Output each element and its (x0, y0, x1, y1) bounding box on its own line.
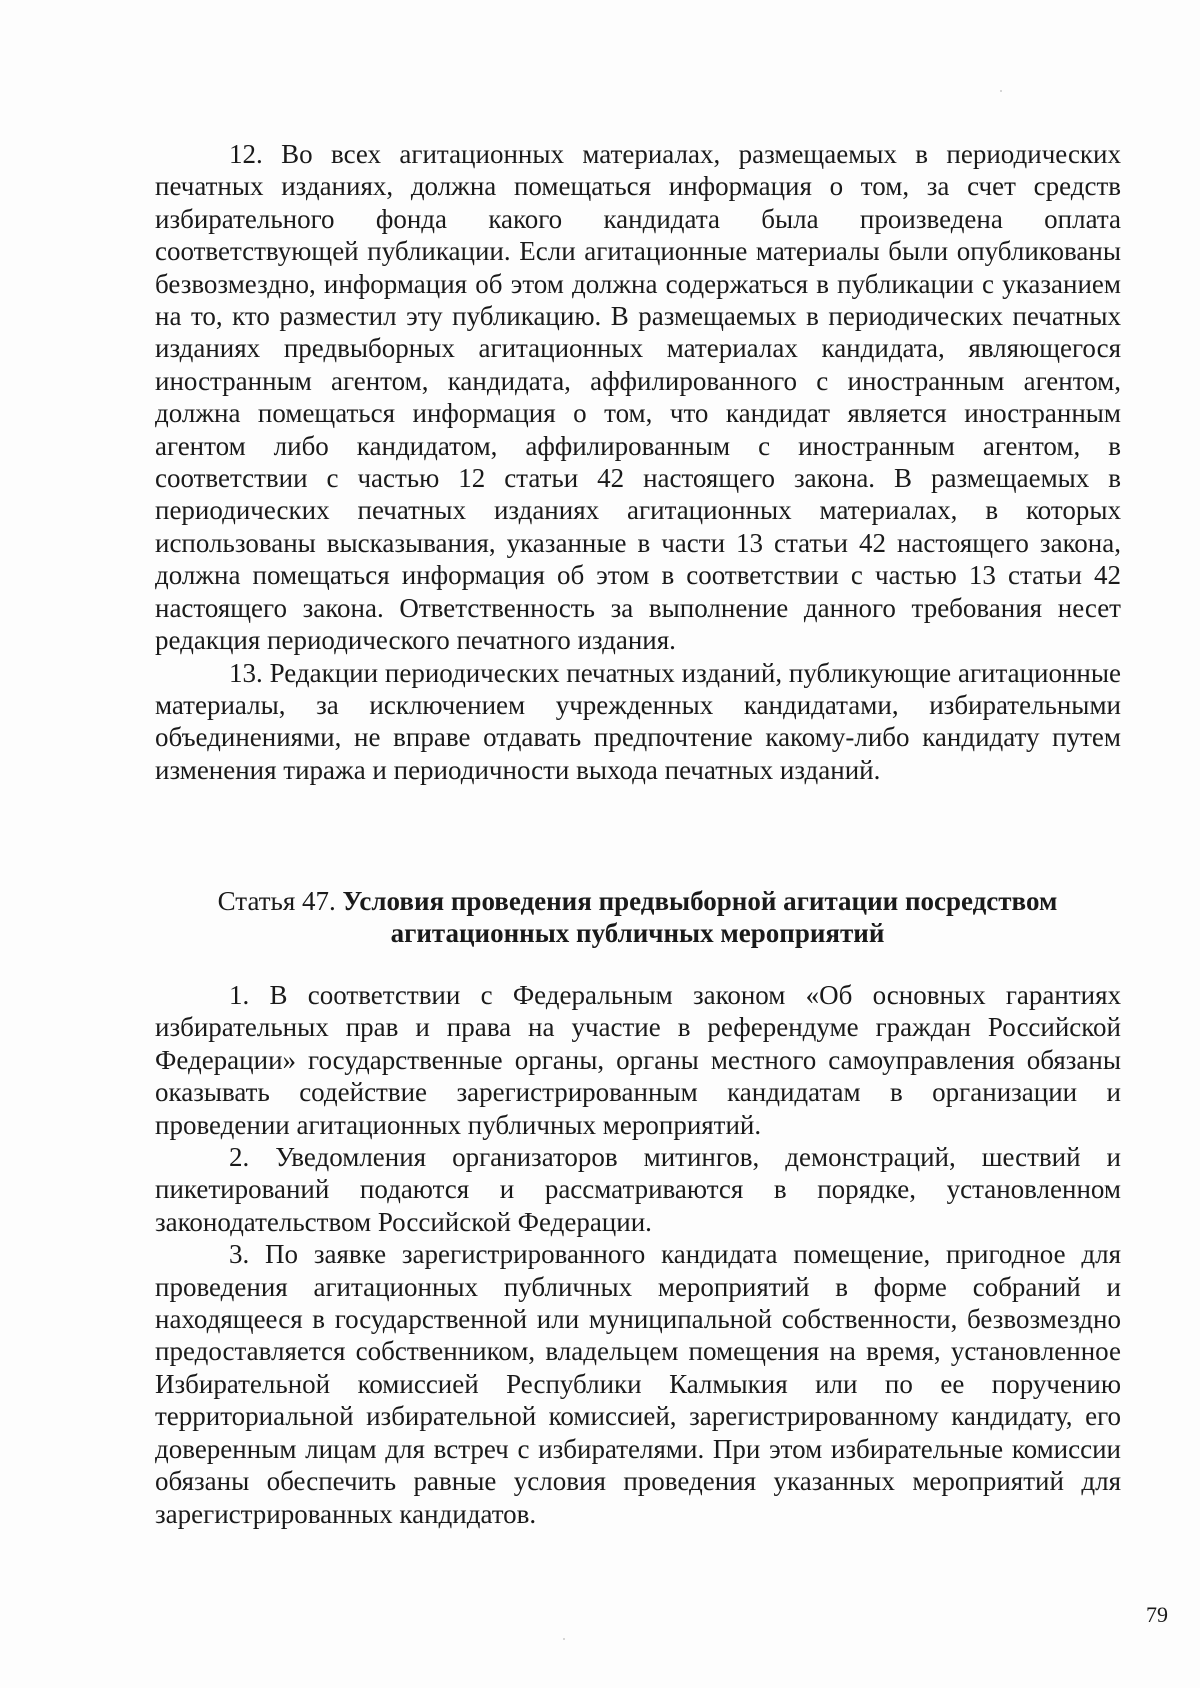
article-title: Условия проведения предвыборной агитации посредством агитационных публичных мероприятий (342, 886, 1058, 949)
page-number: 79 (1146, 1602, 1168, 1627)
scan-speck (563, 1638, 565, 1640)
paragraph-2: 2. Уведомления организаторов митингов, демонстраций, шествий и пикетирований подаются и рассматриваются в порядке, установленном законодательством Российской Федерации. (155, 1142, 1121, 1237)
paragraph-1: 1. В соответствии с Федеральным законом «Об основных гарантиях избирательных прав и права на участие в референдуме граждан Российской Федерации» государственные органы, органы местного самоуправления обязаны оказывать содействие зарегистрированным кандидатам в организации и проведении агитационных публичных мероприятий. (155, 980, 1121, 1140)
paragraph-3: 3. По заявке зарегистрированного кандидата помещение, пригодное для проведения агитационных публичных мероприятий в форме собраний и находящееся в государственной или муниципальной собственности, безвозмездно предоставляется собственником, владельцем помещения на время, установленное Избирательной комиссией Республики Калмыкия или по ее поручению территориальной избирательной комиссией, зарегистрированному кандидату, его доверенным лицам для встреч с избирателями. При этом избирательные комиссии обязаны обеспечить равные условия проведения указанных мероприятий для зарегистрированных кандидатов. (155, 1239, 1121, 1529)
paragraph-13: 13. Редакции периодических печатных изданий, публикующие агитационные материалы, за исключением учрежденных кандидатами, избирательными объединениями, не вправе отдавать предпочтение какому-либо кандидату путем изменения тиража и периодичности выхода печатных изданий. (155, 657, 1121, 785)
section-paragraphs-1 (155, 138, 1121, 786)
article-heading (180, 885, 1095, 950)
section-paragraphs-2 (155, 979, 1121, 1530)
scan-speck (1000, 90, 1002, 92)
paragraph-12: 12. Во всех агитационных материалах, размещаемых в периодических печатных изданиях, должна помещаться информация о том, за счет средств избирательного фонда какого кандидата была произведена оплата соответствующей публикации. Если агитационные материалы были опубликованы безвозмездно, информация об этом должна содержаться в публикации с указанием на то, кто разместил эту публикацию. В размещаемых в периодических печатных изданиях предвыборных агитационных материалах кандидата, являющегося иностранным агентом, кандидата, аффилированного с иностранным агентом, должна помещаться информация о том, что кандидат является иностранным агентом либо кандидатом, аффилированным с иностранным агентом, в соответствии с частью 12 статьи 42 настоящего закона. В размещаемых в периодических печатных изданиях агитационных материалах, в которых использованы высказывания, указанные в части 13 статьи 42 настоящего закона, должна помещаться информация об этом в соответствии с частью 13 статьи 42 настоящего закона. Ответственность за выполнение данного требования несет редакция периодического печатного издания. (155, 139, 1121, 656)
article-number: Статья 47. (217, 886, 343, 916)
